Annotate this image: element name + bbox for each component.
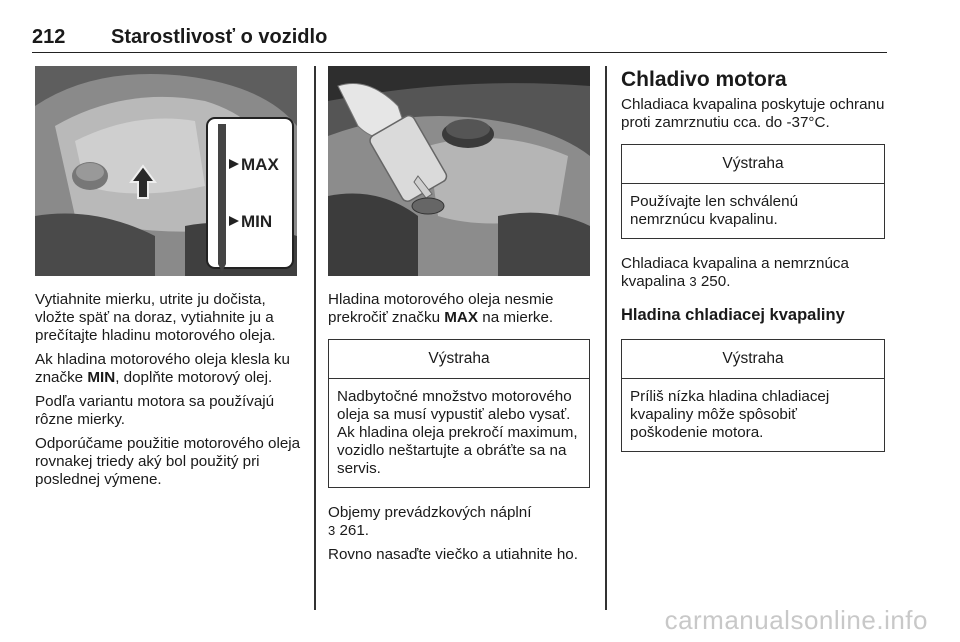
text-run: , doplňte motorový olej. [115, 369, 273, 386]
warning-body: Používajte len schválenú nemrznúcu kvapalinu. [630, 193, 799, 228]
column-divider [605, 66, 607, 610]
warning-body: Nadbytočné množstvo motorového oleja sa musí vypustiť alebo vysať. Ak hladina oleja prekročí maximum, vozidlo neštartujte a obráťte sa na servis. [337, 388, 578, 477]
paragraph: Chladiaca kvapalina poskytuje ochranu proti zamrznutiu cca. do -37°C. [621, 96, 885, 131]
subsection-heading: Hladina chladiacej kvapaliny [621, 306, 845, 324]
text-run: Chladiaca kvapalina a nemrznúca kvapalina [621, 255, 849, 290]
min-mark-label: MIN [241, 212, 273, 231]
column-1-text [35, 291, 303, 489]
page-number: 212 [32, 26, 66, 48]
text-run: na mierke. [478, 309, 554, 326]
warning-title: Výstraha [622, 145, 884, 184]
paragraph: Vytiahnite mierku, utrite ju dočista, vložte späť na doraz, vytiahnite ju a prečítajte hladinu motorového oleja. [35, 291, 276, 344]
text-run: Hladina motorového oleja nesmie prekročiť značku [328, 291, 554, 326]
dipstick-illustration [35, 66, 297, 276]
warning-box [328, 339, 590, 488]
oil-filling-illustration [328, 66, 590, 276]
max-mark-label: MAX [241, 155, 279, 174]
cross-reference-link[interactable]: 261. [339, 522, 370, 539]
column-2-text [328, 291, 590, 564]
page-title: Starostlivosť o vozidlo [111, 26, 328, 48]
paragraph: Rovno nasaďte viečko a utiahnite ho. [328, 546, 578, 563]
min-mark-text: MIN [87, 369, 116, 386]
paragraph [328, 291, 590, 327]
paragraph: Podľa variantu motora sa používajú rôzne mierky. [35, 393, 275, 428]
column-divider [314, 66, 316, 610]
section-heading: Chladivo motora [621, 68, 787, 91]
cross-reference-link[interactable]: 250. [700, 273, 731, 290]
warning-title: Výstraha [329, 340, 589, 379]
warning-title: Výstraha [622, 340, 884, 379]
column-3-text [621, 66, 885, 452]
page-header [32, 26, 887, 53]
warning-box [621, 339, 885, 452]
cross-reference-icon: 3 [328, 523, 336, 538]
warning-body: Príliš nízka hladina chladiacej kvapaliny môže spôsobiť poškodenie motora. [630, 388, 830, 441]
warning-box [621, 144, 885, 239]
text-run: Ak hladina motorového oleja klesla ku značke [35, 351, 290, 386]
watermark: carmanualsonline.info [664, 605, 928, 635]
paragraph [328, 504, 590, 540]
cross-reference-icon: 3 [689, 274, 697, 289]
max-mark-text: MAX [444, 309, 479, 326]
paragraph [621, 255, 885, 291]
paragraph: Odporúčame použitie motorového oleja rovnakej triedy aký bol použitý pri poslednej výmene. [35, 435, 301, 488]
text-run: Objemy prevádzkových náplní [328, 504, 532, 521]
paragraph [35, 351, 303, 387]
